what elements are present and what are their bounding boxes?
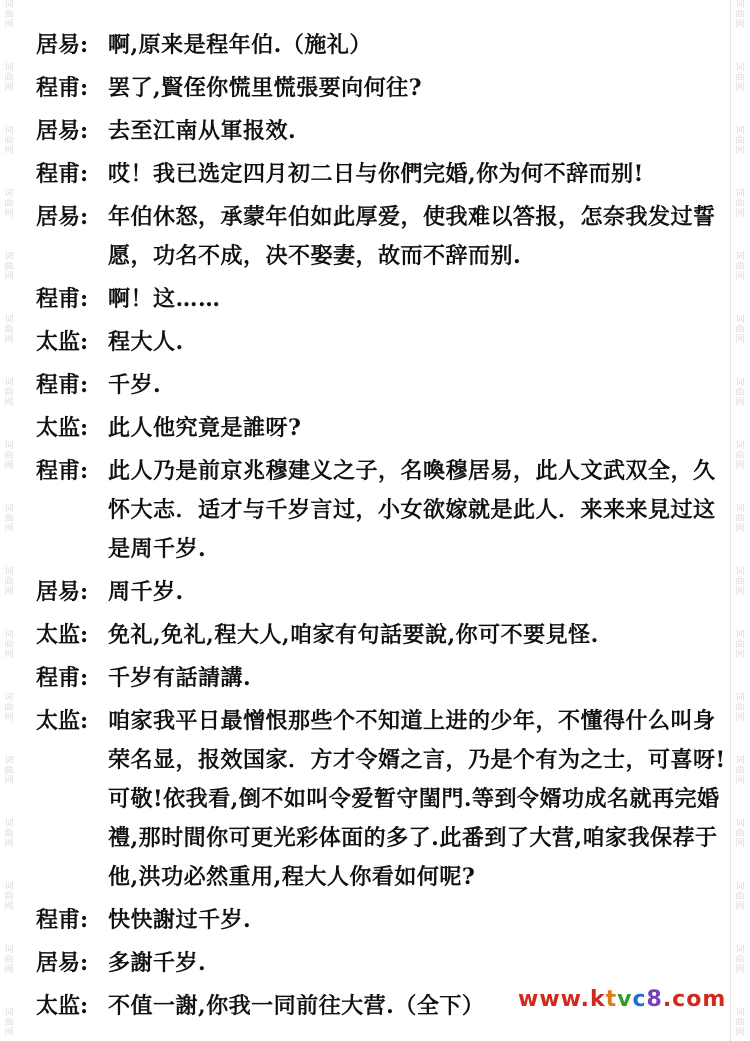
margin-rule [730,0,731,1041]
speaker-name: 太监: [36,622,89,648]
watermark-mark: 词 曲 网 [4,0,14,30]
dialogue-line: 此人他究竟是誰呀? [108,415,302,441]
dialogue-line: 免礼,免礼,程大人,咱家有句話要說,你可不要見怪. [108,622,599,648]
watermark-column-right [733,0,747,1041]
url-k-part: k [589,987,606,1012]
dialogue-line: 千岁有話請講. [108,665,252,691]
speaker-name: 太监: [36,993,89,1019]
watermark-mark: 词 曲 网 [735,819,745,849]
speaker-name: 太监: [36,415,89,441]
speaker-name: 程甫: [36,286,89,312]
dialogue-entry [36,69,726,108]
dialogue-line: 去至江南从軍报效. [108,118,297,144]
dialogue-line: 咱家我平日最憎恨那些个不知道上进的少年，不懂得什么叫身荣名显，报效国家．方才令婿之言，乃是个有为之士，可喜呀!可敬!依我看,倒不如叫令爱暂守閨門.等到令婿功成名就再完婚禮,那时間你可更光彩体面的多了.此番到了大营,咱家我保荐于他,洪功必然重用,程大人你看如何呢? [108,708,726,890]
dialogue-line: 年伯休怒，承蒙年伯如此厚爱，使我难以答报，怎奈我发过誓愿，功名不成，决不娶妻，故而不辞而别. [108,204,716,269]
dialogue-line: 哎！我已选定四月初二日与你們完婚,你为何不辞而别! [108,161,644,187]
dialogue-entry [36,659,726,698]
url-c-part: c [632,987,647,1012]
url-com-part: .com [662,987,727,1012]
watermark-mark: 词 曲 网 [735,504,745,534]
watermark-mark: 词 曲 网 [4,693,14,723]
dialogue-entry [36,573,726,612]
speaker-name: 居易: [36,950,89,976]
watermark-mark: 词 曲 网 [735,252,745,282]
watermark-mark: 词 曲 网 [4,126,14,156]
speaker-name: 程甫: [36,75,89,101]
dialogue-entry [36,409,726,448]
speaker-name: 居易: [36,579,89,605]
watermark-mark: 词 曲 网 [4,504,14,534]
speaker-name: 程甫: [36,907,89,933]
url-www-part: www. [518,987,590,1012]
dialogue-line: 周千岁. [108,579,184,605]
watermark-mark: 词 曲 网 [735,315,745,345]
dialogue-entry [36,702,726,897]
speaker-name: 居易: [36,32,89,58]
dialogue-entry [36,452,726,569]
watermark-mark: 词 曲 网 [4,189,14,219]
watermark-mark: 词 曲 网 [4,882,14,912]
watermark-mark: 词 曲 网 [4,315,14,345]
speaker-name: 太监: [36,708,89,734]
speaker-name: 程甫: [36,665,89,691]
watermark-column-left [2,0,16,1041]
watermark-mark: 词 曲 网 [735,441,745,471]
watermark-mark: 词 曲 网 [735,126,745,156]
watermark-mark: 词 曲 网 [735,1008,745,1038]
watermark-mark: 词 曲 网 [735,693,745,723]
watermark-mark: 词 曲 网 [4,630,14,660]
speaker-name: 居易: [36,118,89,144]
watermark-mark: 词 曲 网 [4,945,14,975]
watermark-mark: 词 曲 网 [4,252,14,282]
dialogue-entry [36,944,726,983]
watermark-mark: 词 曲 网 [735,945,745,975]
dialogue-entry [36,366,726,405]
watermark-mark: 词 曲 网 [4,567,14,597]
watermark-mark: 词 曲 网 [735,882,745,912]
watermark-mark: 词 曲 网 [735,756,745,786]
dialogue-entry [36,901,726,940]
dialogue-script [36,26,726,1030]
dialogue-line: 啊,原来是程年伯.（施礼） [108,32,372,58]
watermark-mark: 词 曲 网 [4,756,14,786]
dialogue-line: 不值一謝,你我一同前往大营.（全下） [108,993,485,1019]
watermark-mark: 词 曲 网 [735,63,745,93]
dialogue-entry [36,155,726,194]
watermark-mark: 词 曲 网 [4,1008,14,1038]
dialogue-entry [36,198,726,276]
dialogue-line: 多謝千岁. [108,950,207,976]
dialogue-line: 快快謝过千岁. [108,907,252,933]
watermark-mark: 词 曲 网 [4,441,14,471]
dialogue-entry [36,26,726,65]
site-watermark-url [518,987,726,1012]
dialogue-line: 程大人. [108,329,184,355]
watermark-mark: 词 曲 网 [735,630,745,660]
url-v-part: v [617,987,633,1012]
watermark-mark: 词 曲 网 [735,0,745,30]
watermark-mark: 词 曲 网 [4,378,14,408]
watermark-mark: 词 曲 网 [735,189,745,219]
watermark-mark: 词 曲 网 [4,819,14,849]
dialogue-line: 罢了,賢侄你慌里慌張要向何往? [108,75,423,101]
url-8-part: 8 [646,987,663,1012]
dialogue-line: 千岁. [108,372,162,398]
dialogue-line: 啊！这…… [108,286,221,312]
speaker-name: 程甫: [36,458,89,484]
speaker-name: 居易: [36,204,89,230]
speaker-name: 太监: [36,329,89,355]
dialogue-line: 此人乃是前京兆穆建义之子，名喚穆居易，此人文武双全，久怀大志．适才与千岁言过，小女欲嫁就是此人．来来来見过这是周千岁. [108,458,716,562]
dialogue-entry [36,616,726,655]
watermark-mark: 词 曲 网 [735,378,745,408]
speaker-name: 程甫: [36,161,89,187]
speaker-name: 程甫: [36,372,89,398]
dialogue-entry [36,280,726,319]
dialogue-entry [36,112,726,151]
url-t-part: t [605,987,618,1012]
watermark-mark: 词 曲 网 [4,63,14,93]
dialogue-entry [36,323,726,362]
watermark-mark: 词 曲 网 [735,567,745,597]
